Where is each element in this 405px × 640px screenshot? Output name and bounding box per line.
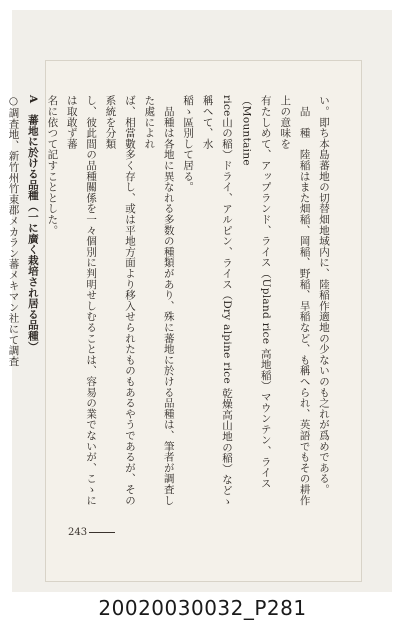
image-caption: 20020030032_P281: [98, 596, 307, 620]
book-page: [7, 60, 362, 582]
text-line: rice山の稲）ドライ、アルピン、ライス（Dry alpine rice 乾燥高山地の稲）などゝ稱へて、水: [201, 95, 233, 507]
page-number: [68, 527, 115, 538]
page-number-text: 243: [68, 527, 88, 538]
text-line: 名に依つて記すこととした。: [46, 95, 59, 236]
survey-location: ○調査地、新竹州竹東郡メカラン蕃メキマン社にて調査: [7, 95, 20, 367]
text-line: 品 種 陸稲はまた畑稲、岡稲、野稲、旱稲など、も稱へられ、英語でもその耕作上の意味を: [279, 95, 311, 506]
text-line: し、彼此間の品種關係を一々個別に判明せしむることは、容易の業でないが、こゝには取敢ず蕃: [65, 95, 98, 506]
page-number-rule: [89, 532, 115, 533]
vertical-text-block: [0, 95, 333, 515]
text-line: ば、相當數多く存し、或は平地方面より移入せられたものもあるやうであるが、その系統を分類: [104, 95, 136, 506]
text-line: 品種は各地に異なれる多数の種類があり、殊に蕃地に於ける品種は、筆者が調査した處によれ: [143, 95, 175, 506]
text-line: い。即ち本島蕃地の切替畑地域内に、陸稲作適地の少ないのも之れが爲めである。: [318, 95, 330, 495]
section-heading: A 蕃地に於ける品種（一に廣く栽培され居る品種）: [26, 95, 39, 352]
text-line: 有たしめて、アップランド、ライス（Upland rice 高地稲）マウンテン、ライス（Mountaine: [240, 95, 272, 489]
variety-row: [0, 95, 3, 515]
text-line: 稲ゝ區別して居る。: [182, 95, 195, 193]
